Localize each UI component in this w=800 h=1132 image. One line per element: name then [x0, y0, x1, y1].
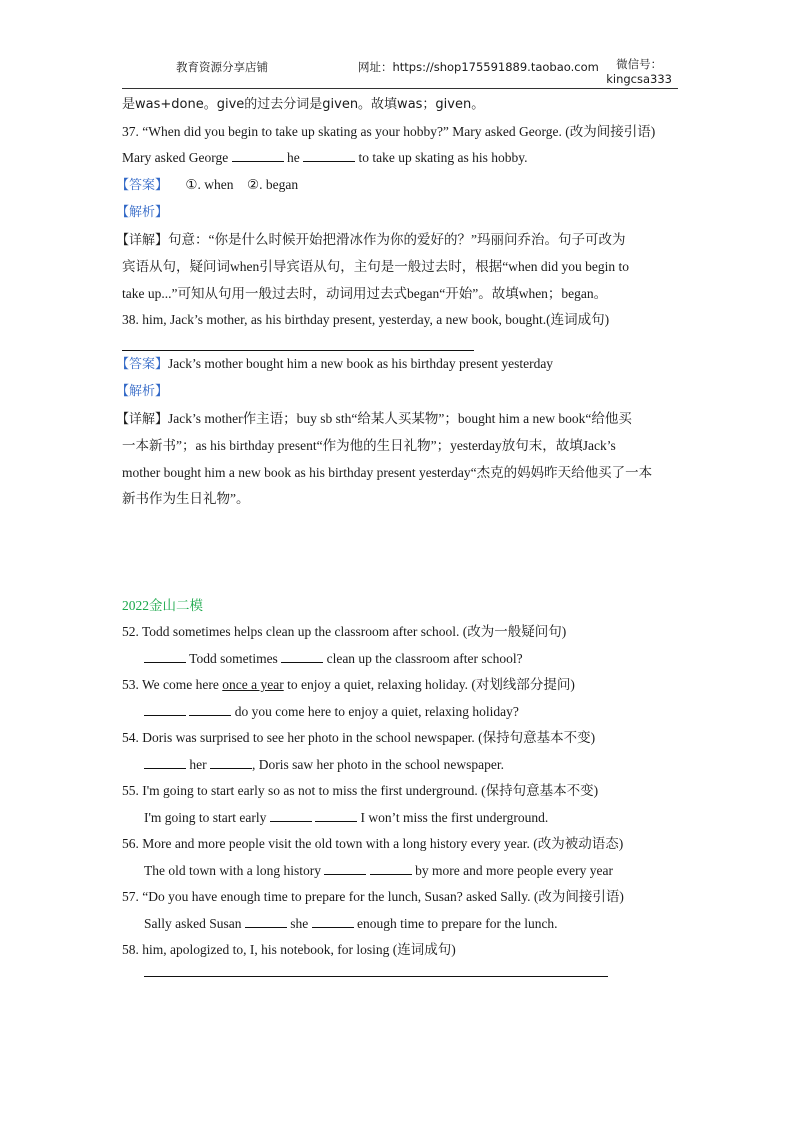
section-title: 2022金山二模 — [122, 597, 203, 613]
answer-blank — [315, 807, 357, 822]
q37-text-a: Mary asked George — [122, 150, 229, 165]
answer-blank — [232, 147, 284, 162]
wechat-info — [606, 57, 672, 87]
question-55-prompt — [122, 805, 682, 832]
q53-text-post: to enjoy a quiet, relaxing holiday. (对划线部分提问) — [283, 677, 575, 692]
question-55: 55. I'm going to start early so as not to miss the first underground. (保持句意基本不变) — [122, 783, 599, 798]
q57-text-b: she — [290, 915, 309, 931]
analysis-heading — [116, 378, 682, 406]
q53-text-a: do you come here to enjoy a quiet, relaxing holiday? — [234, 703, 519, 719]
prev-answer-tail: 是was+done。give的过去分词是given。故填was；given。 — [122, 97, 485, 112]
document-body — [116, 92, 682, 977]
answer-blank — [270, 807, 312, 822]
answer-blank — [324, 860, 366, 875]
q55-text-b: I won’t miss the first underground. — [360, 809, 549, 825]
detail-tag: 【详解】 — [116, 411, 169, 427]
q37-detail-3: take up...”可知从句用一般过去时，动词用过去式began“开始”。故填when；began。 — [122, 285, 608, 301]
question-52-prompt — [122, 646, 682, 673]
q53-text-pre: 53. We come here — [122, 677, 223, 692]
q54-text-b: , Doris saw her photo in the school newspaper. — [252, 756, 504, 772]
page-header — [122, 54, 678, 89]
q38-detail-2: 一本新书”；as his birthday present“作为他的生日礼物”；yesterday放句末，故填Jack’s — [122, 438, 616, 453]
question-56: 56. More and more people visit the old town with a long history every year. (改为被动语态) — [122, 836, 624, 851]
wechat-id: kingcsa333 — [606, 72, 672, 86]
q37-answer: ①. when ②. began — [185, 176, 299, 192]
q57-text-c: enough time to prepare for the lunch. — [357, 915, 558, 931]
question-37-answer — [116, 172, 682, 200]
answer-blank — [144, 701, 186, 716]
q52-text-b: clean up the classroom after school? — [326, 650, 523, 666]
question-57-prompt — [122, 911, 682, 938]
answer-line — [144, 964, 608, 977]
question-58: 58. him, apologized to, I, his notebook, for losing (连词成句) — [122, 942, 456, 957]
shop-url: 网址：https://shop175591889.taobao.com — [358, 60, 599, 74]
q57-text-a: Sally asked Susan — [144, 915, 242, 931]
q38-answer: Jack’s mother bought him a new book as his birthday present yesterday — [168, 355, 554, 371]
question-37-prompt — [122, 145, 682, 172]
q37-detail-2: 宾语从句，疑问词when引导宾语从句，主句是一般过去时，根据“when did you begin to — [122, 259, 629, 274]
answer-blank — [312, 913, 354, 928]
answer-tag: 【答案】 — [116, 177, 169, 193]
question-38-answer — [116, 351, 682, 379]
question-57: 57. “Do you have enough time to prepare for the lunch, Susan? asked Sally. (改为间接引语) — [122, 889, 624, 904]
answer-blank — [189, 701, 231, 716]
q54-text-a: her — [189, 756, 207, 772]
q37-detail-1 — [116, 227, 682, 255]
q37-detail-text: 句意：“你是什么时候开始把滑冰作为你的爱好的？”玛丽问乔治。句子可改为 — [168, 231, 626, 247]
shop-name: 教育资源分享店铺 — [176, 60, 268, 74]
answer-blank — [281, 648, 323, 663]
q38-detail-1 — [116, 406, 682, 434]
answer-blank — [370, 860, 412, 875]
q53-underlined: once a year — [222, 677, 284, 692]
question-53-prompt — [122, 699, 682, 726]
analysis-tag: 【解析】 — [116, 384, 169, 399]
q38-detail-3: mother bought him a new book as his birthday present yesterday“杰克的妈妈昨天给他买了一本 — [122, 464, 653, 480]
q37-text-c: to take up skating as his hobby. — [358, 150, 528, 165]
answer-blank — [303, 147, 355, 162]
q37-text-b: he — [286, 150, 300, 165]
answer-blank — [144, 754, 186, 769]
answer-line — [122, 334, 474, 351]
answer-blank — [245, 913, 287, 928]
analysis-tag: 【解析】 — [116, 205, 169, 220]
question-54-prompt — [122, 752, 682, 779]
answer-blank — [210, 754, 252, 769]
answer-blank — [144, 648, 186, 663]
q56-text-a: The old town with a long history — [144, 862, 321, 878]
q38-answer-line — [122, 334, 682, 351]
question-37: 37. “When did you begin to take up skating as your hobby?” Mary asked George. (改为间接引语) — [122, 123, 656, 139]
question-53 — [122, 672, 682, 699]
q38-detail-text: Jack’s mother作主语；buy sb sth“给某人买某物”；bought him a new book“给他买 — [168, 410, 632, 426]
analysis-heading — [116, 199, 682, 227]
question-56-prompt — [122, 858, 682, 885]
q55-text-a: I'm going to start early — [144, 809, 267, 825]
question-54: 54. Doris was surprised to see her photo in the school newspaper. (保持句意基本不变) — [122, 730, 596, 745]
question-38: 38. him, Jack’s mother, as his birthday present, yesterday, a new book, bought.(连词成句) — [122, 312, 610, 327]
q38-detail-4: 新书作为生日礼物”。 — [122, 491, 250, 506]
detail-tag: 【详解】 — [116, 232, 169, 248]
q52-text-a: Todd sometimes — [189, 650, 278, 666]
answer-tag: 【答案】 — [116, 356, 169, 372]
q56-text-b: by more and more people every year — [415, 862, 614, 878]
wechat-label: 微信号： — [616, 57, 663, 71]
question-52: 52. Todd sometimes helps clean up the classroom after school. (改为一般疑问句) — [122, 624, 567, 639]
